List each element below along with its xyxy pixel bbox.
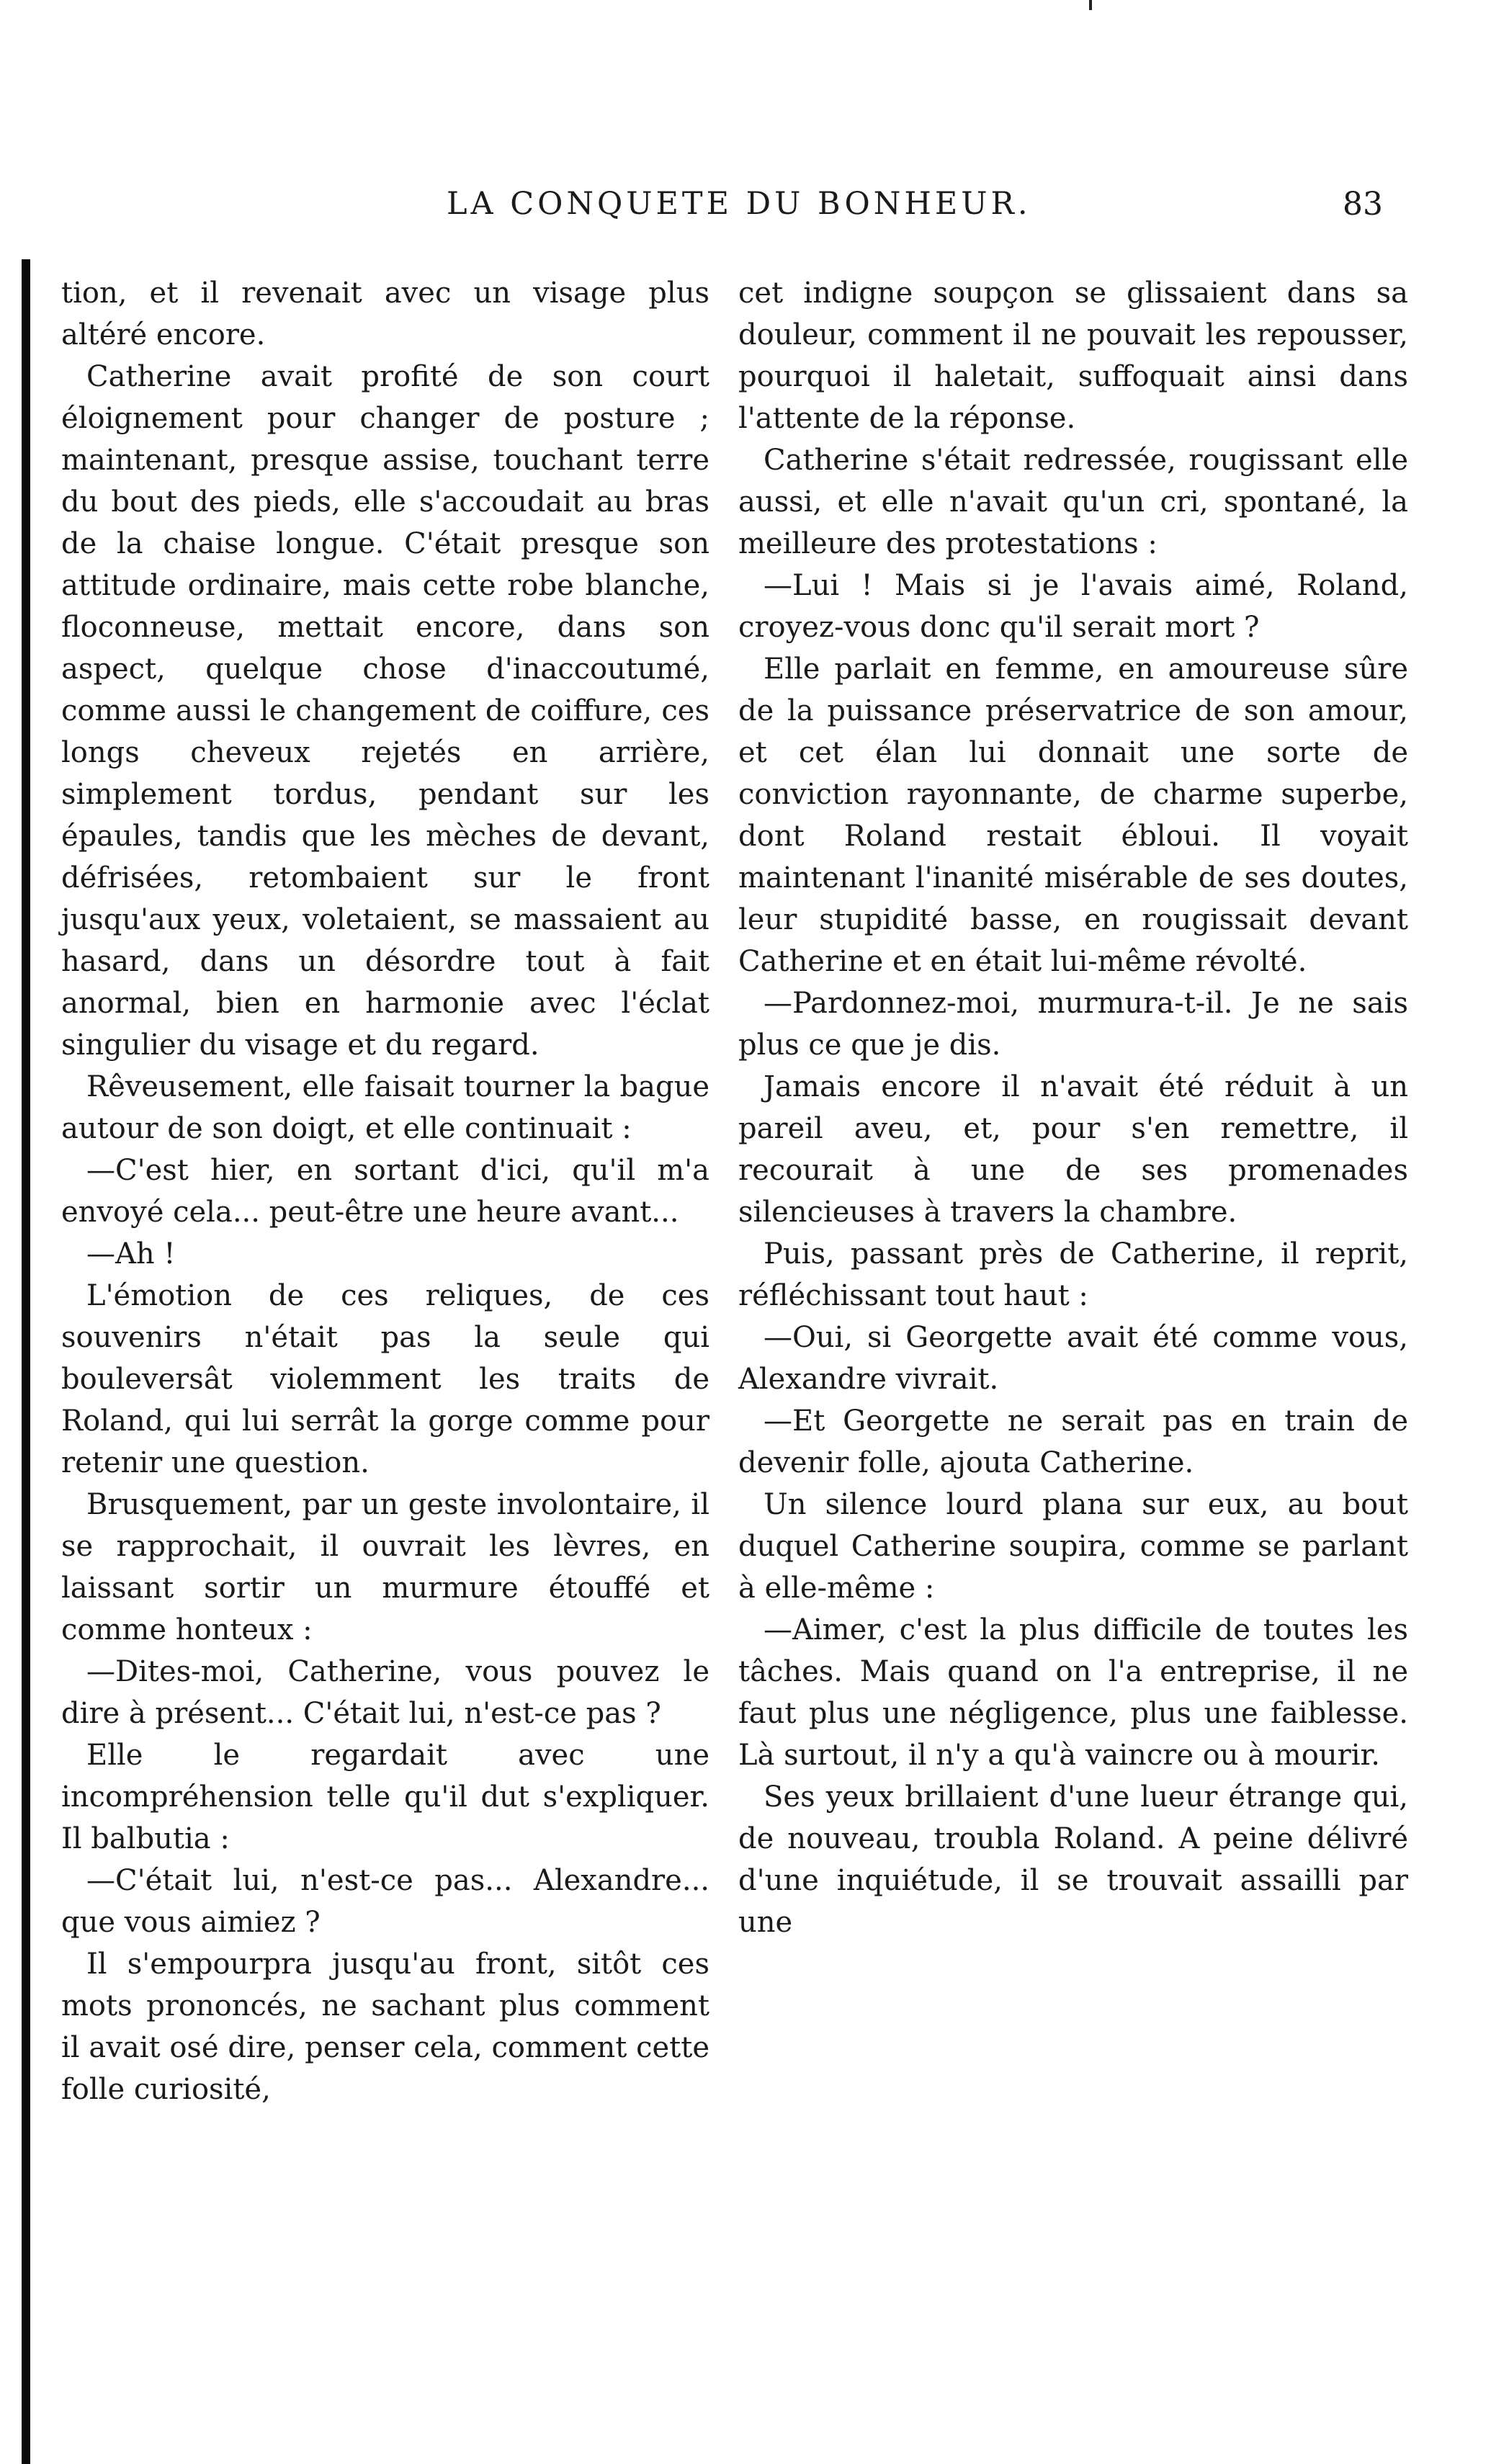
paragraph: Catherine s'était redressée, rougissant elle aussi, et elle n'avait qu'un cri, spontané, la meilleure des protestations : xyxy=(738,444,1408,560)
paragraph: —Dites-moi, Catherine, vous pouvez le dire à présent... C'était lui, n'est-ce pas ? xyxy=(61,1655,709,1730)
page-number: 83 xyxy=(1343,186,1383,223)
binding-edge xyxy=(22,259,30,2464)
left-column xyxy=(61,272,709,2110)
paragraph: —C'est hier, en sortant d'ici, qu'il m'a envoyé cela... peut-être une heure avant... xyxy=(61,1154,709,1229)
running-title: LA CONQUETE DU BONHEUR. xyxy=(447,186,1031,222)
paragraph: —C'était lui, n'est-ce pas... Alexandre... que vous aimiez ? xyxy=(61,1864,709,1939)
paragraph: —Oui, si Georgette avait été comme vous, Alexandre vivrait. xyxy=(738,1321,1408,1396)
paragraph: —Ah ! xyxy=(86,1237,176,1271)
paragraph: Elle le regardait avec une incompréhension telle qu'il dut s'expliquer. Il balbutia : xyxy=(61,1739,709,1855)
paragraph: Un silence lourd plana sur eux, au bout duquel Catherine soupira, comme se parlant à elle-même : xyxy=(738,1488,1408,1605)
paragraph: —Aimer, c'est la plus difficile de toutes les tâches. Mais quand on l'a entreprise, il ne faut plus une négligence, plus une faiblesse. Là surtout, il n'y a qu'à vaincre ou à mourir. xyxy=(738,1613,1408,1772)
top-edge-mark xyxy=(1089,0,1092,10)
running-header xyxy=(447,186,1383,229)
paragraph: Puis, passant près de Catherine, il reprit, réfléchissant tout haut : xyxy=(738,1237,1408,1312)
paragraph: Catherine avait profité de son court éloignement pour changer de posture ; maintenant, presque assise, touchant terre du bout des pieds, elle s'accoudait au bras de la chaise longue. C'était presque son attitude ordinaire, mais cette robe blanche, floconneuse, mettait encore, dans son aspect, quelque chose d'inaccoutumé, comme aussi le changement de coiffure, ces longs cheveux rejetés en arrière, simplement tordus, pendant sur les épaules, tandis que les mèches de devant, défrisées, retombaient sur le front jusqu'aux yeux, voletaient, se massaient au hasard, dans un désordre tout à fait anormal, bien en harmonie avec l'éclat singulier du visage et du regard. xyxy=(61,360,709,1062)
paragraph: —Et Georgette ne serait pas en train de devenir folle, ajouta Catherine. xyxy=(738,1405,1408,1479)
paragraph: cet indigne soupçon se glissaient dans sa douleur, comment il ne pouvait les repousser, pourquoi il haletait, suffoquait ainsi dans l'attente de la réponse. xyxy=(738,277,1408,435)
paragraph: Ses yeux brillaient d'une lueur étrange qui, de nouveau, troubla Roland. A peine délivré d'une inquiétude, il se trouvait assailli par une xyxy=(738,1780,1408,1939)
paragraph: tion, et il revenait avec un visage plus altéré encore. xyxy=(61,277,709,351)
paragraph: Elle parlait en femme, en amoureuse sûre de la puissance préservatrice de son amour, et cet élan lui donnait une sorte de conviction rayonnante, de charme superbe, dont Roland restait ébloui. Il voyait maintenant l'inanité misérable de ses doutes, leur stupidité basse, en rougissait devant Catherine et en était lui-même révolté. xyxy=(738,653,1408,978)
paragraph: L'émotion de ces reliques, de ces souvenirs n'était pas la seule qui bouleversât violemment les traits de Roland, qui lui serrât la gorge comme pour retenir une question. xyxy=(61,1279,709,1479)
paragraph: —Pardonnez-moi, murmura-t-il. Je ne sais plus ce que je dis. xyxy=(738,987,1408,1062)
paragraph: Brusquement, par un geste involontaire, il se rapprochait, il ouvrait les lèvres, en laissant sortir un murmure étouffé et comme honteux : xyxy=(61,1488,709,1647)
paragraph: —Lui ! Mais si je l'avais aimé, Roland, croyez-vous donc qu'il serait mort ? xyxy=(738,569,1408,644)
paragraph: Il s'empourpra jusqu'au front, sitôt ces mots prononcés, ne sachant plus comment il avait osé dire, penser cela, comment cette folle curiosité, xyxy=(61,1948,709,2106)
paragraph: Rêveusement, elle faisait tourner la bague autour de son doigt, et elle continuait : xyxy=(61,1070,709,1145)
paragraph: Jamais encore il n'avait été réduit à un pareil aveu, et, pour s'en remettre, il recourait à une de ses promenades silencieuses à travers la chambre. xyxy=(738,1070,1408,1229)
right-column xyxy=(738,272,1408,1943)
